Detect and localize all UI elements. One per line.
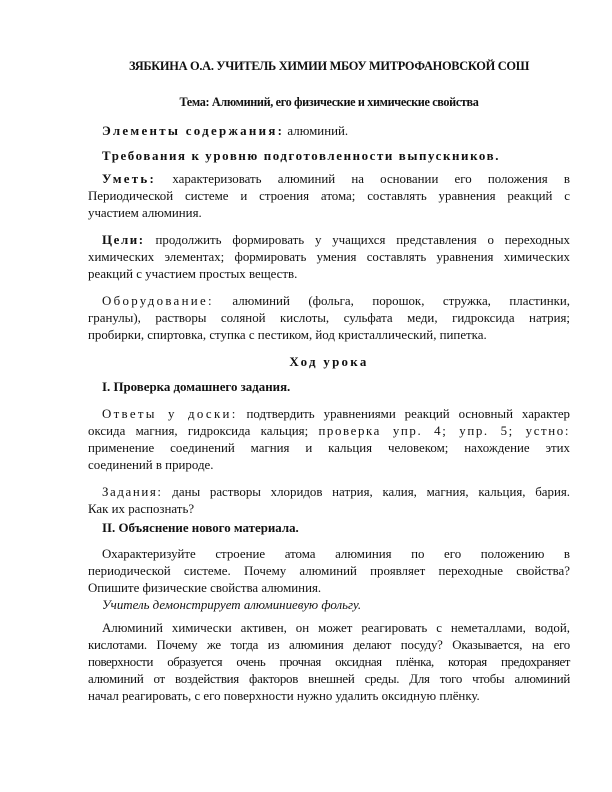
para2-line-3: поверхности образуется очень прочная оксидная плёнка, которая предохраняет [88,655,570,669]
skills-label: Уметь: [102,172,157,186]
lesson-heading: Ход урока [289,355,369,369]
page-header: ЗЯБКИНА О.А. УЧИТЕЛЬ ХИМИИ МБОУ МИТРОФАНОВСКОЙ СОШ [128,59,530,73]
para1-line-2: периодической системе. Почему алюминий проявляет переходные свойства? [88,564,570,578]
goals-line-2: химических элементах; формировать умения составлять уравнения химических [88,250,570,264]
goals-line-3: реакций с участием простых веществ. [88,267,298,281]
answers-line-3: применение соединений магния и кальция человеком; нахождение этих [88,441,570,455]
equipment-line-1: Оборудование: алюминий (фольга, порошок, стружка, пластинки, [102,294,570,308]
content-elements-text: алюминий. [284,124,349,138]
para2-line-1: Алюминий химически активен, он может реагировать с неметаллами, водой, [102,621,570,635]
tasks-line-1: Задания: даны растворы хлоридов натрия, калия, магния, кальция, бария. [102,485,570,499]
requirements-heading: Требования к уровню подготовленности выпускников. [102,149,501,163]
section1-title: I. Проверка домашнего задания. [102,380,291,394]
content-elements-label: Элементы содержания: [102,124,285,138]
equipment-label: Оборудование: [102,294,214,308]
equipment-line-2: гранулы), растворы соляной кислоты, сульфата меди, гидроксида натрия; [88,311,570,325]
tasks-label: Задания: [102,485,163,499]
skills-line-1: Уметь: характеризовать алюминий на основании его положения в [102,172,570,186]
tasks-line-2: Как их распознать? [88,502,195,516]
section2-title: II. Объяснение нового материала. [102,521,299,535]
equipment-line-3: пробирки, спиртовка, ступка с пестиком, йод кристаллический, пипетка. [88,328,487,342]
skills-line-2: Периодической системе и строения атома; составлять уравнения реакций с [88,189,570,203]
goals-label: Цели: [102,233,145,247]
para2-line-2: кислотами. Почему же тогда из алюминия делают посуду? Оказывается, на его [88,638,570,652]
skills-line-3: участием алюминия. [88,206,202,220]
demo-note: Учитель демонстрирует алюминиевую фольгу. [102,598,362,612]
lesson-topic: Тема: Алюминий, его физические и химические свойства [179,95,479,109]
answers-label: Ответы у доски: [102,407,238,421]
para2-line-4: алюминий от воздействия факторов внешней среды. Для того чтобы алюминий [88,672,570,686]
answers-line-2: оксида магния, гидроксида кальция; проверка упр. 4; упр. 5; устно: [88,424,570,438]
goals-line-1: Цели: продолжить формировать у учащихся представления о переходных [102,233,570,247]
para2-line-5: начал реагировать, с его поверхности нужно удалить оксидную плёнку. [88,689,480,703]
para1-line-3: Опишите физические свойства алюминия. [88,581,322,595]
content-elements [102,123,348,140]
para1-line-1: Охарактеризуйте строение атома алюминия по его положению в [102,547,570,561]
answers-line-4: соединений в природе. [88,458,214,472]
answers-line-1: Ответы у доски: подтвердить уравнениями реакций основный характер [102,407,570,421]
